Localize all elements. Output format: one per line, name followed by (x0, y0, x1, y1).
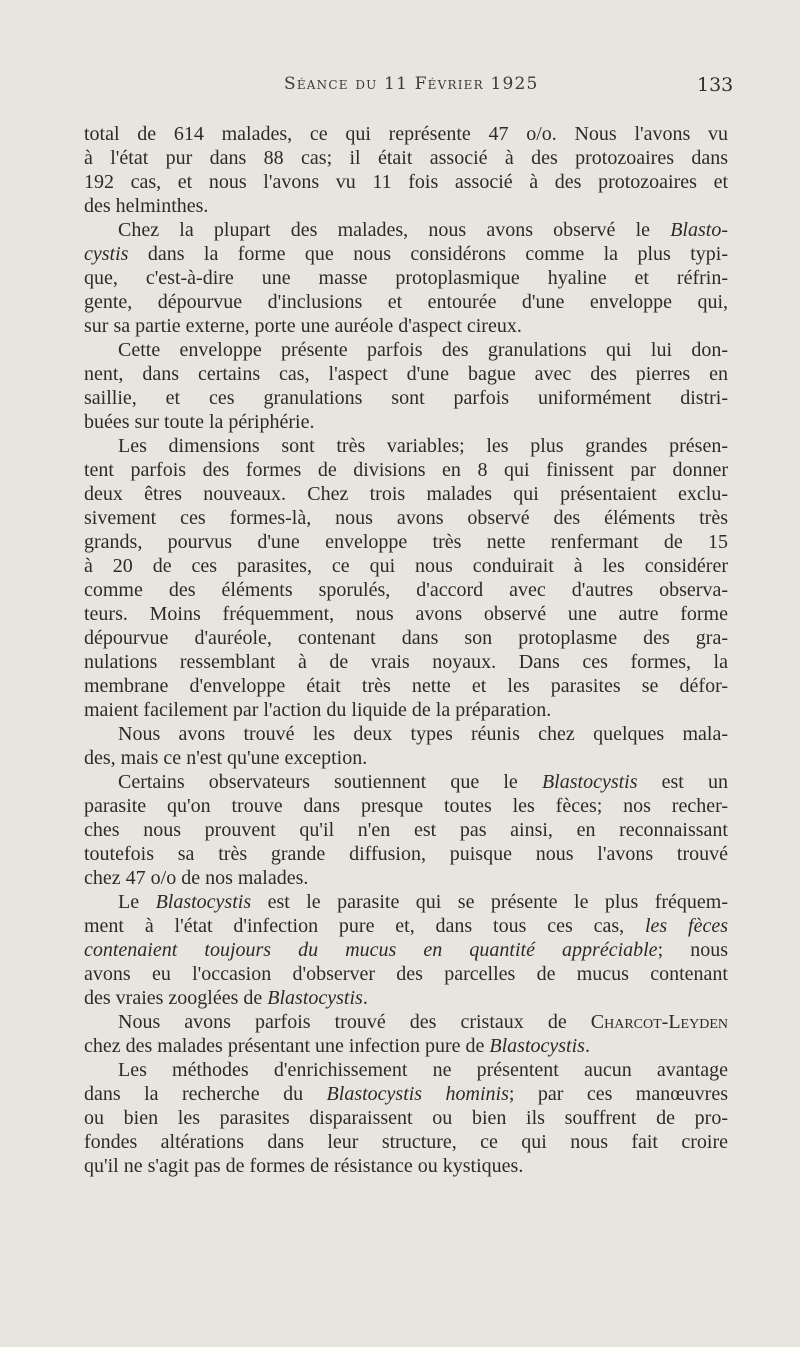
text-line: saillie, et ces granulations sont parfois uniformément distri- (84, 387, 728, 409)
text-line: parasite qu'on trouve dans presque toutes les fèces; nos recher- (84, 795, 728, 817)
text-line: Nous avons trouvé les deux types réunis chez quelques mala- (118, 723, 728, 745)
text-line: chez 47 o/o de nos malades. (84, 867, 309, 889)
text-line: toutefois sa très grande diffusion, puisque nous l'avons trouvé (84, 843, 728, 865)
text-line: ment à l'état d'infection pure et, dans tous ces cas, les fèces (84, 915, 728, 937)
text-line: nulations ressemblant à de vrais noyaux. Dans ces formes, la (84, 651, 728, 673)
text-line: ches nous prouvent qu'il n'en est pas ainsi, en reconnaissant (84, 819, 728, 841)
text-line: avons eu l'occasion d'observer des parcelles de mucus contenant (84, 963, 728, 985)
page-header (0, 74, 800, 100)
text-line: dans la recherche du Blastocystis hominis; par ces manœuvres (84, 1083, 729, 1105)
text-line: Les dimensions sont très variables; les plus grandes présen- (118, 435, 728, 457)
text-line: ou bien les parasites disparaissent ou bien ils souffrent de pro- (84, 1107, 728, 1129)
text-line: Nous avons parfois trouvé des cristaux de Charcot-Leyden (118, 1011, 728, 1033)
text-line: des, mais ce n'est qu'une exception. (84, 747, 368, 769)
text-line: cystis dans la forme que nous considérons comme la plus typi- (84, 243, 728, 265)
text-line: gente, dépourvue d'inclusions et entourée d'une enveloppe qui, (84, 291, 728, 313)
text-line: buées sur toute la périphérie. (84, 411, 315, 433)
text-line: que, c'est-à-dire une masse protoplasmique hyaline et réfrin- (84, 267, 728, 289)
text-line: chez des malades présentant une infection pure de Blastocystis. (84, 1035, 590, 1057)
text-line: deux êtres nouveaux. Chez trois malades qui présentaient exclu- (84, 483, 728, 505)
text-line: maient facilement par l'action du liquide de la préparation. (84, 699, 552, 721)
text-line: sivement ces formes-là, nous avons observé des éléments très (84, 507, 728, 529)
text-line: total de 614 malades, ce qui représente 47 o/o. Nous l'avons vu (84, 123, 728, 145)
text-line: 192 cas, et nous l'avons vu 11 fois associé à des protozoaires et (84, 171, 728, 193)
text-line: Certains observateurs soutiennent que le Blastocystis est un (118, 771, 728, 793)
text-line: à 20 de ces parasites, ce qui nous conduirait à les considérer (84, 555, 728, 577)
text-line: des helminthes. (84, 195, 209, 217)
text-line: nent, dans certains cas, l'aspect d'une bague avec des pierres en (84, 363, 728, 385)
text-line: Le Blastocystis est le parasite qui se présente le plus fréquem- (118, 891, 729, 913)
text-line: tent parfois des formes de divisions en 8 qui finissent par donner (84, 459, 728, 481)
page-number: 133 (697, 74, 734, 96)
text-line: des vraies zooglées de Blastocystis. (84, 987, 368, 1009)
text-line: Cette enveloppe présente parfois des granulations qui lui don- (118, 339, 728, 361)
text-line: dépourvue d'auréole, contenant dans son protoplasme des gra- (84, 627, 728, 649)
text-line: Chez la plupart des malades, nous avons observé le Blasto- (118, 219, 728, 241)
text-line: sur sa partie externe, porte une auréole d'aspect cireux. (84, 315, 522, 337)
text-line: Les méthodes d'enrichissement ne présentent aucun avantage (118, 1059, 728, 1081)
text-line: fondes altérations dans leur structure, ce qui nous fait croire (84, 1131, 728, 1153)
body-text (84, 122, 728, 1178)
text-line: contenaient toujours du mucus en quantité appréciable; nous (84, 939, 728, 961)
text-line: grands, pourvus d'une enveloppe très nette renfermant de 15 (84, 531, 728, 553)
text-line: membrane d'enveloppe était très nette et les parasites se défor- (84, 675, 728, 697)
text-line: teurs. Moins fréquemment, nous avons observé une autre forme (84, 603, 728, 625)
text-line: comme des éléments sporulés, d'accord avec d'autres observa- (84, 579, 728, 601)
text-line: qu'il ne s'agit pas de formes de résistance ou kystiques. (84, 1155, 524, 1177)
text-line: à l'état pur dans 88 cas; il était associé à des protozoaires dans (84, 147, 728, 169)
running-head: Séance du 11 Février 1925 (284, 74, 539, 94)
